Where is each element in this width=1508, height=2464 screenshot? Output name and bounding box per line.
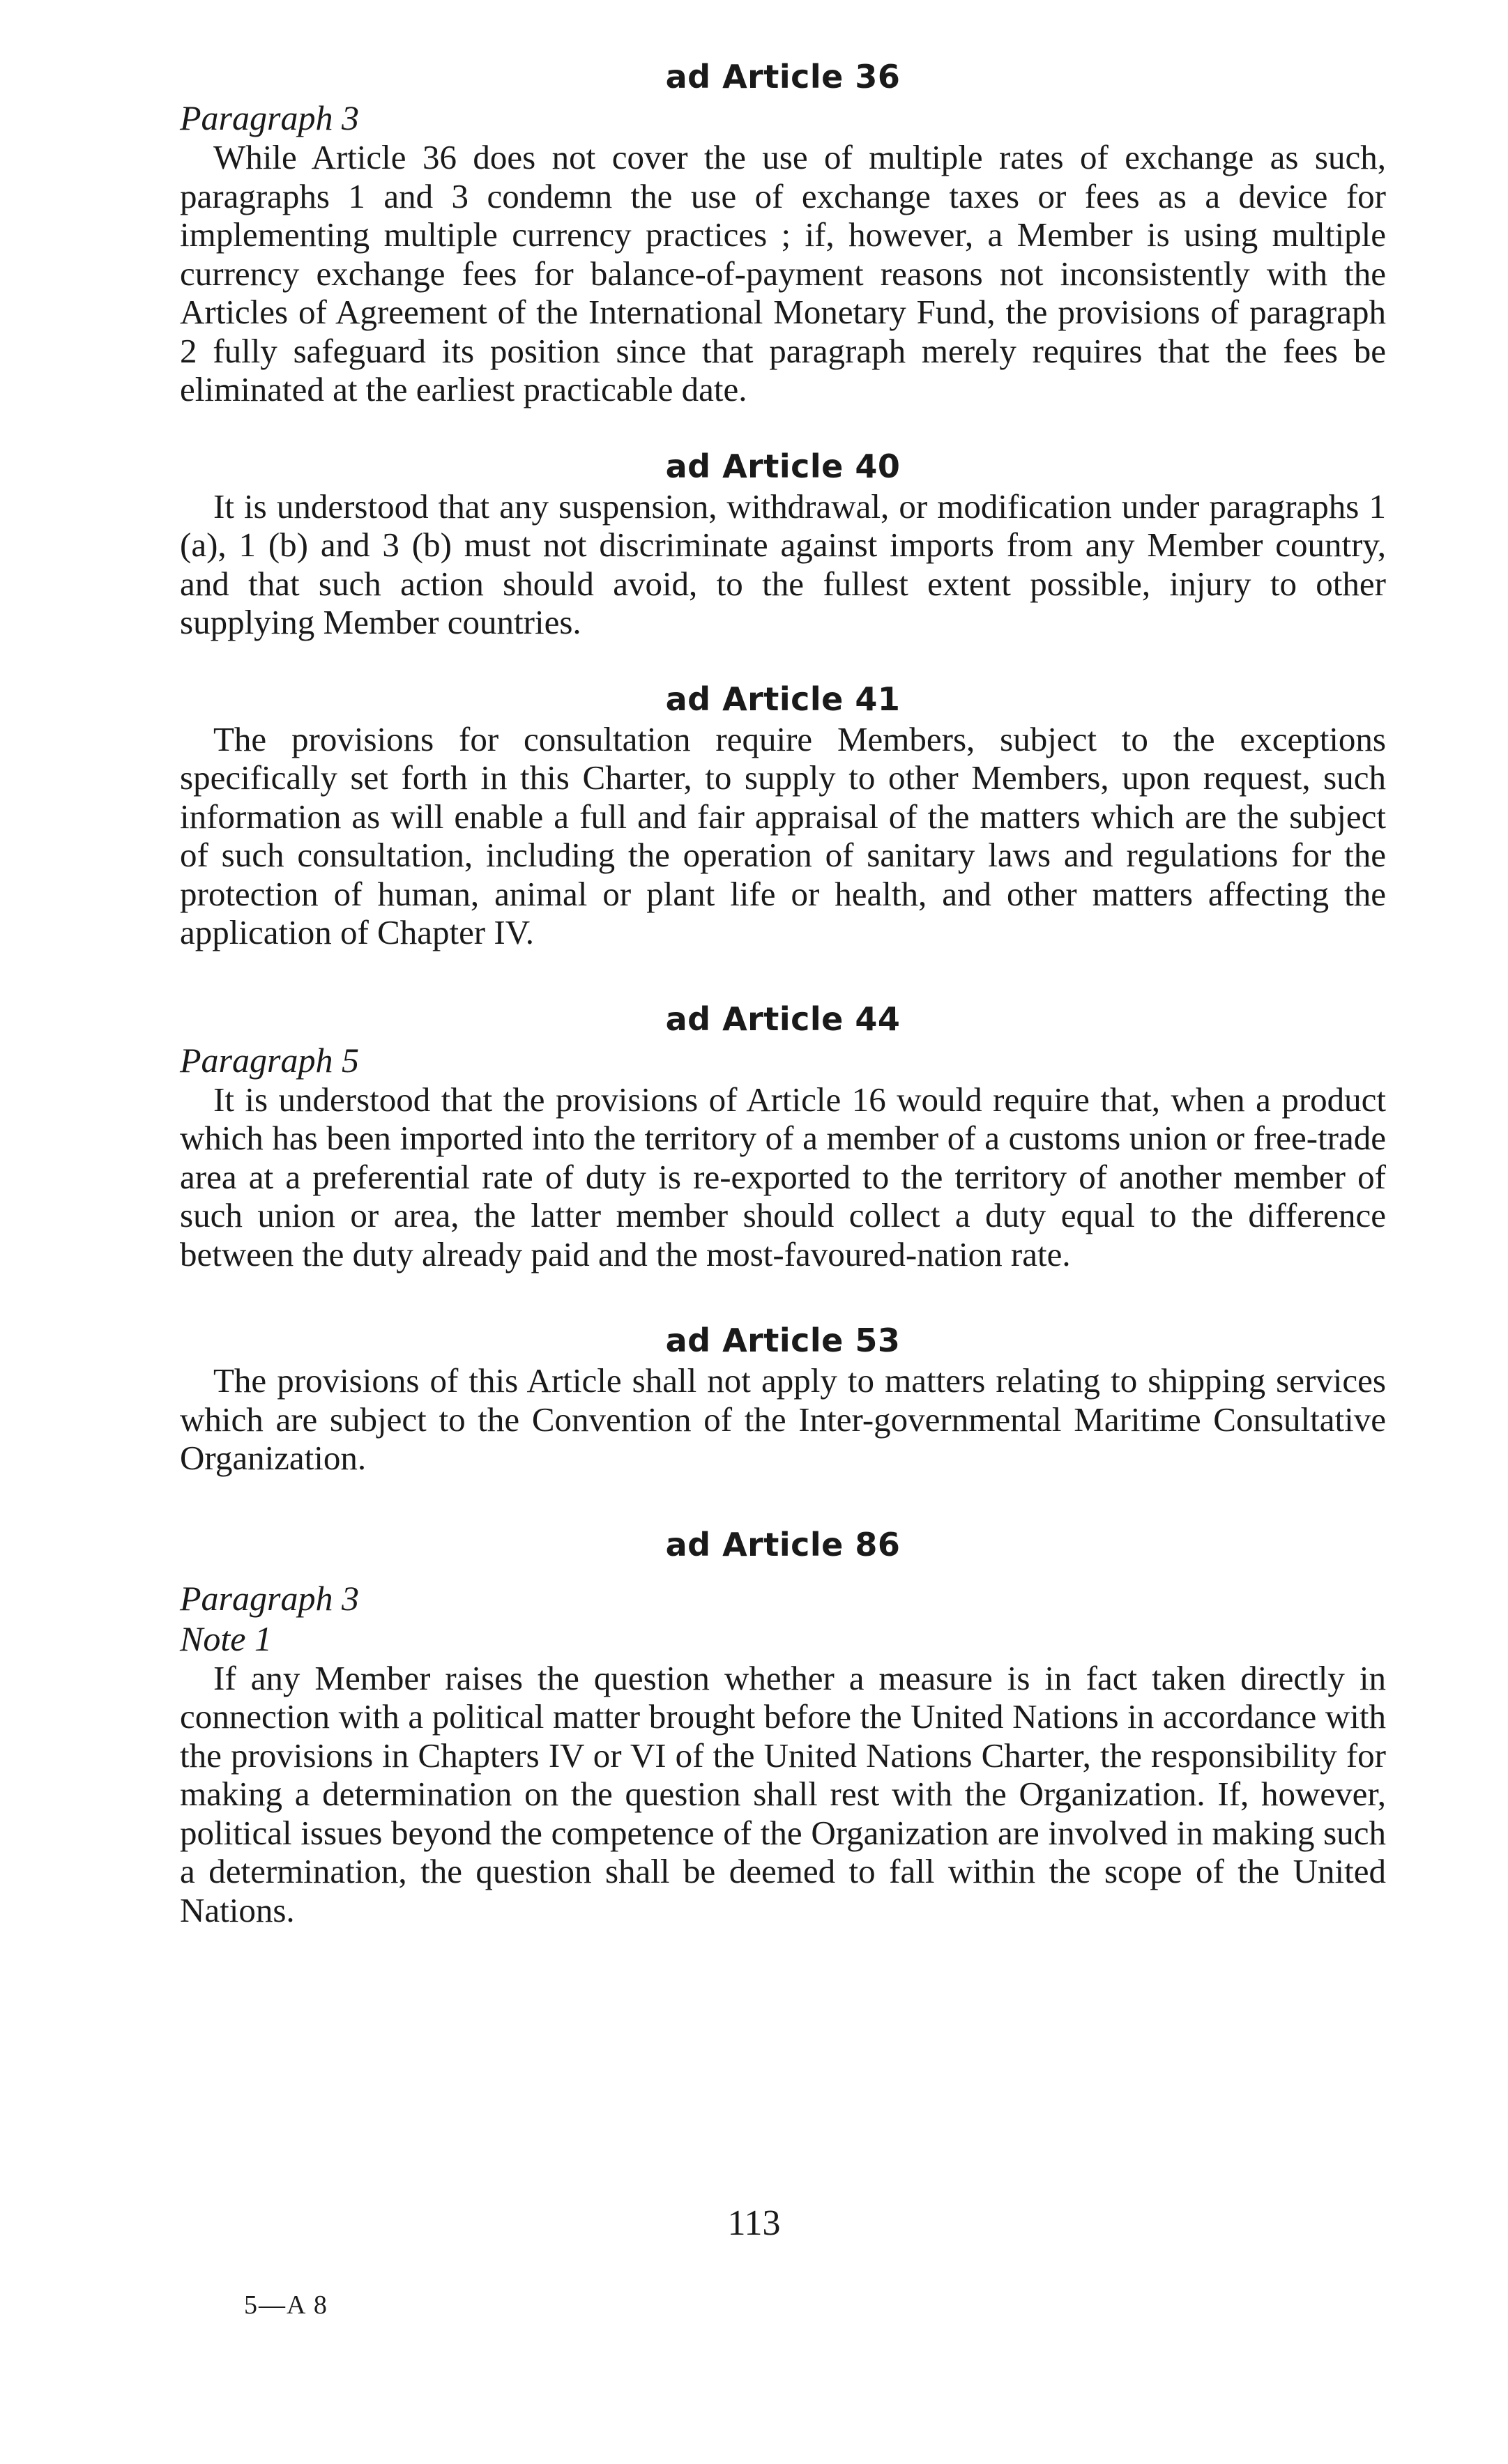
section-article-53: [180, 1319, 1386, 1478]
section-body-text: While Article 36 does not cover the use of multiple rates of exchange as such, paragraphs 1 and 3 condemn the use of exchange taxes or fees as a device for implementing multiple currency practices ; if, however, a Member is using multiple currency exchange fees for balance-of-payment reasons not inconsistently with the Articles of Agreement of the International Monetary Fund, the provisions of paragraph 2 fully safeguard its position since that paragraph merely requires that the fees be eliminated at the earliest practicable date.: [180, 138, 1386, 408]
section-heading: ad Article 44: [665, 1000, 901, 1038]
section-heading: ad Article 86: [665, 1525, 901, 1563]
section-body-text: If any Member raises the question whether a measure is in fact taken directly in connection with a political matter brought before the United Nations in accordance with the provisions in Chapters IV or VI of the United Nations Charter, the responsibility for making a determination on the question shall rest with the Organization. If, however, political issues beyond the competence of the Organization are involved in making such a determination, the question shall be deemed to fall within the scope of the United Nations.: [180, 1658, 1386, 1929]
document-page: [180, 56, 1386, 1929]
printer-signature-mark: 5—A 8: [244, 2290, 328, 2320]
section-article-41: [180, 678, 1386, 952]
section-body-text: It is understood that the provisions of Article 16 would require that, when a product which has been imported into the territory of a member of a customs union or free-trade area at a preferential rate of duty is re-exported to the territory of another member of such union or area, the latter member should collect a duty equal to the difference between the duty already paid and the most-favoured-nation rate.: [180, 1080, 1386, 1273]
section-article-40: [180, 445, 1386, 642]
paragraph-subheading: Paragraph 5: [180, 1040, 359, 1080]
paragraph-subheading: Paragraph 3: [180, 98, 359, 137]
section-heading: ad Article 36: [665, 58, 901, 95]
page-number: 113: [727, 2203, 781, 2243]
section-heading: ad Article 40: [665, 447, 901, 485]
section-article-86: [180, 1524, 1386, 1930]
section-article-36: [180, 56, 1386, 409]
section-body-text: The provisions of this Article shall not apply to matters relating to shipping services which are subject to the Convention of the Inter-governmental Maritime Consultative Organization.: [180, 1361, 1386, 1477]
section-article-44: [180, 998, 1386, 1274]
paragraph-subheading: Paragraph 3: [180, 1578, 359, 1618]
section-body-text: It is understood that any suspension, withdrawal, or modification under paragraphs 1 (a), 1 (b) and 3 (b) must not discriminate against imports from any Member country, and that such action should avoid, to the fullest extent possible, injury to other supplying Member countries.: [180, 487, 1386, 641]
section-heading: ad Article 41: [665, 680, 901, 718]
section-body-text: The provisions for consultation require Members, subject to the exceptions specifically set forth in this Charter, to supply to other Members, upon request, such information as will enable a full and fair appraisal of the matters which are the subject of such consultation, including the operation of sanitary laws and regulations for the protection of human, animal or plant life or health, and other matters affecting the application of Chapter IV.: [180, 719, 1386, 951]
section-heading: ad Article 53: [665, 1322, 901, 1359]
note-subheading: Note 1: [180, 1619, 272, 1658]
